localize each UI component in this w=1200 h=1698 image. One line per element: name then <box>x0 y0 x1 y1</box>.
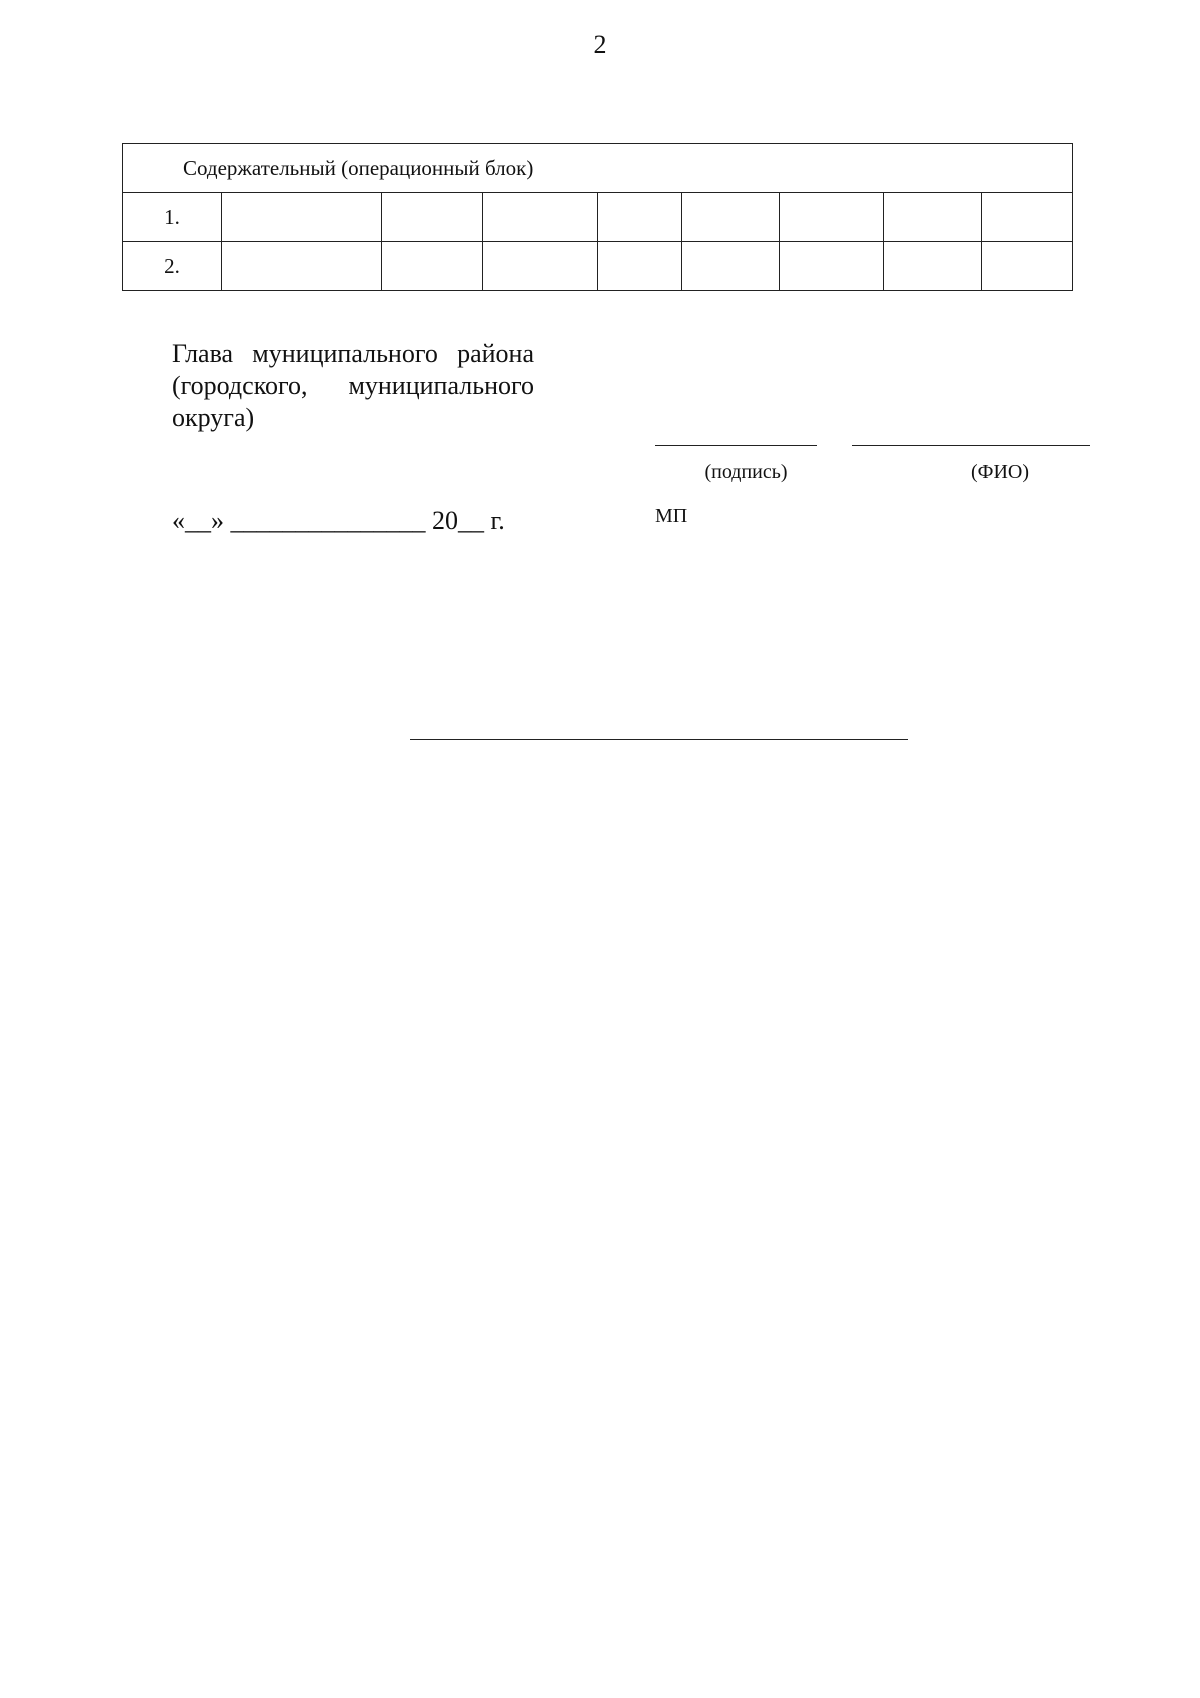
table-cell <box>982 193 1073 242</box>
table-cell <box>483 242 598 291</box>
table-cell <box>780 242 884 291</box>
table-cell <box>884 193 982 242</box>
stamp-mark: МП <box>655 505 688 527</box>
signatory-title: Глава муниципального района (городского, муниципального округа) <box>172 339 534 432</box>
table-cell <box>483 193 598 242</box>
signature-line <box>655 445 817 446</box>
table-cell <box>982 242 1073 291</box>
row-number: 2. <box>123 242 222 291</box>
table-cell <box>382 193 483 242</box>
table-cell <box>222 242 382 291</box>
block-title: Содержательный (операционный блок) <box>123 144 1073 193</box>
signature-caption: (подпись) <box>704 461 788 483</box>
table-cell <box>382 242 483 291</box>
table-cell <box>222 193 382 242</box>
table-row <box>123 242 1073 291</box>
name-caption: (ФИО) <box>970 461 1029 483</box>
plan-table <box>122 143 1073 291</box>
name-line <box>852 445 1090 446</box>
table-cell <box>682 193 780 242</box>
end-divider <box>410 739 908 740</box>
table-row <box>123 193 1073 242</box>
row-number: 1. <box>123 193 222 242</box>
table-cell <box>598 242 682 291</box>
table-cell <box>884 242 982 291</box>
table-header-row <box>123 144 1073 193</box>
table-cell <box>780 193 884 242</box>
date-line: «__» _______________ 20__ г. <box>172 506 505 535</box>
table-cell <box>598 193 682 242</box>
table-cell <box>682 242 780 291</box>
page-number: 2 <box>593 30 607 59</box>
